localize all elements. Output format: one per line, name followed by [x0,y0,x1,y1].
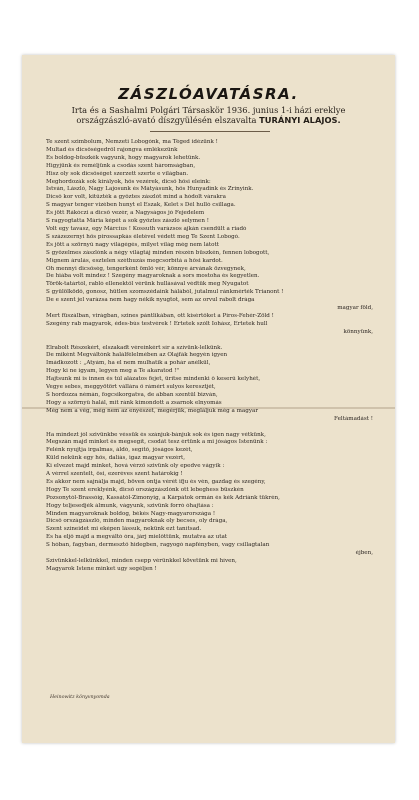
document-subtitle [32,105,385,125]
poem-line: Magyarok Istene minket ugy segéljen ! [46,565,157,572]
poem-line: Minden magyaroknak boldog, békés Nagy-magyarországa ! [46,510,216,517]
poem-line: Higyjünk és reméljünk a csodás szent háromságban, [46,162,196,169]
poem-line: Hisz oly sok dicsőséget szerzett szerte e világban. [46,170,189,177]
poem-line: Hogy Te szent ereklyénk, dicső országzászlónk ott lebeghess büszkén [46,486,244,493]
poem-line: Hogy a szörnyű halál, mit ránk kimondott a zsarnok elnyomás [46,399,222,406]
poem-line: S győzelmes zászlónk a négy világtáj minden részén büszkén, fennen lobogott, [46,249,270,256]
poem-line: És ha eljő majd a megváltó óra, járj mielőttünk, mutatva az utat [46,534,228,541]
poem-line: S százezernyi hős pirossapkás életével védett meg Te Szent Lobogó. [46,233,240,240]
poem-line: Megszán majd minket és megsegít, csodát tesz értünk a mi jóságos Istenünk : [46,439,268,446]
poem-line: Még nem a vég, még nem az enyészet, megérjük, megláljuk még a magyar [46,407,259,414]
poem-line: Ki elvezet majd minket, hová vérző szivünk oly epedve vágyik : [46,463,225,470]
poem-line: magyar föld, [337,305,373,312]
subtitle-line-2-prefix: országzászló-avató díszgyülésén elszavalta [76,115,257,125]
poem-line: Elrabolt Részekért, elszakadt véreinkért sír a szívünk-lelkünk. [46,344,223,351]
author-name: TURÁNYI ALAJOS. [259,115,341,125]
poem-line: Meghordozák sok királyok, hős vezérek, dicső hősi eleink: [46,178,211,185]
poem-line: Hajtsunk mi is innen és túl alázatos fejet, ürítse mindenki ő keserű kelyhét, [46,376,261,383]
document-title: ZÁSZLÓAVATÁSRA. [118,85,299,103]
poem-line: S gyülölködő, gonosz, hütlen szomszédaink hálából, jutalmul ránkmérték Trianont ! [46,289,284,296]
title-divider [150,131,270,132]
poem-line: A vérrel szentelt, ősi, ezeréves szent határokig ! [46,471,183,478]
subtitle-line-2 [32,115,385,125]
poem-line: Feltámadást ! [334,415,373,422]
poem-line: Ha mindezt jól szivünkbe véssük és szánjuk-bánjuk sok és igen nagy vétkünk, [46,431,266,438]
poem-line: Mignem árulás, esztelen széthuzás megcsorbítá a hősi kardot. [46,257,223,264]
stanza-gap [46,337,383,345]
poem-line: Imádkozott : „Atyám, ha el nem mulhatik a pohár anélkül, [46,360,211,367]
poem-line: István, László, Nagy Lajosunk és Mátyásunk, hős Hunyadink és Zrinyink. [46,186,254,193]
poem-line: Pozsonytól-Brassóig, Kassától-Zimonyig, a Kárpátok ormán és kék Adriánk tükrén, [46,494,280,501]
poem-line: És jött Rákóczi a dicső vezér, a Nagyságos jó Fejedelem [46,210,205,217]
poem-line: És boldog-büszkék vagyunk, hogy magyarok lehetünk. [46,154,201,161]
poem-line: Hogy teljesedjék álmunk, vágyunk, szivünk forró óhajtása : [46,502,214,509]
poem-line: De hiába volt mindez ! Szegény magyaroknak a sors mostoha és kegyetlen. [46,273,260,280]
poem-line: De miként Megváltónk halálfélelmében az Olajfák hegyén igyen [46,352,228,359]
poem-line: Oh mennyi dicsőség, tengerként ömlő vér, könnye árvának özvegynek, [46,265,246,272]
poem-line: Dicső országzászló, minden magyaroknak oly becses, oly drága, [46,518,228,525]
poem-body [46,139,383,574]
poem-line: éjben, [355,550,373,557]
poem-line: Vegye sebes, meggyötört vállára ő rámért sulyos keresztjét, [46,384,216,391]
poem-line: Szegény rab magyarok, édes-bús testvérek ! Értetek szólt Iohász, Értetek hull [46,320,268,327]
poem-line: Küld nekünk egy hős, daliás, igaz magyar vezért, [46,455,185,462]
poem-line: És jött a szörnyű nagy világégés, milyet világ még nem látott [46,241,219,248]
poem-line: könnyünk, [343,328,373,335]
poem-line: Török-tatártól, rabló ellenektől vérünk hullásával védtük meg Nyugatot [46,281,249,288]
poem-line: Mert füszálban, virágban, szines pántlikában, ott kisértőket a Piros-Fehér-Zöld ! [46,312,274,319]
poem-line: Multad és dicsőségedről rajongva emlékezünk [46,146,178,153]
poem-line: S hordozza némán, fogcsikorgatva, de abban szentül bizván, [46,391,218,398]
poem-line: S ragyogtatta Mária képét a sok győztes zászló selymen ! [46,218,209,225]
stanza-gap [46,424,383,432]
poem-line: Szent szineidet mi eképen lássuk, nekünk ezt tanítsad. [46,526,202,533]
subtitle-line-1: Irta és a Sashalmi Polgári Társaskör 1936. junius 1-i házi ereklye [71,105,346,115]
poem-line: Hogy ki ne igyam, legyen meg a Te akaratod !" [46,368,180,375]
poem-line: Volt egy tavasz, egy Március ! Kossuth varázsos ajkán csendült a riadó [46,225,247,232]
poem-line: Szívünkkel-lelkünkkel, minden csepp vérünkkel követünk mi híven, [46,558,237,564]
poem-line: Dicső kor volt, kitűzték a győztes zászlót mind a hódolt várakra [46,194,226,201]
printed-sheet [22,55,395,743]
poem-line: Te szent szimbolum, Nemzeti Lobogónk, ma Téged idézünk ! [46,139,218,145]
poem-line: És akkor nem sajnálja majd, böven ontja vérét ifju és vén, gazdag és szegény, [46,478,266,485]
poem-line: S magyar tenger vizében hunyt el Észak, Kelet s Dél hulló csillaga. [46,202,236,209]
poem-line: Felénk nyujtja irgalmas, áldó, segítő, jóságos kezét, [46,447,193,454]
printer-imprint: Heinowitz könyvnyomda [50,695,110,700]
poem-line: S hóban, fagyban, dermesztő hidegben, ragyogó napfényben, vagy csillagtalan [46,542,270,549]
poem-line: De e szent jel varázsa nem hagy nékik nyugtot, sem az orvul rabolt drága [46,297,255,304]
